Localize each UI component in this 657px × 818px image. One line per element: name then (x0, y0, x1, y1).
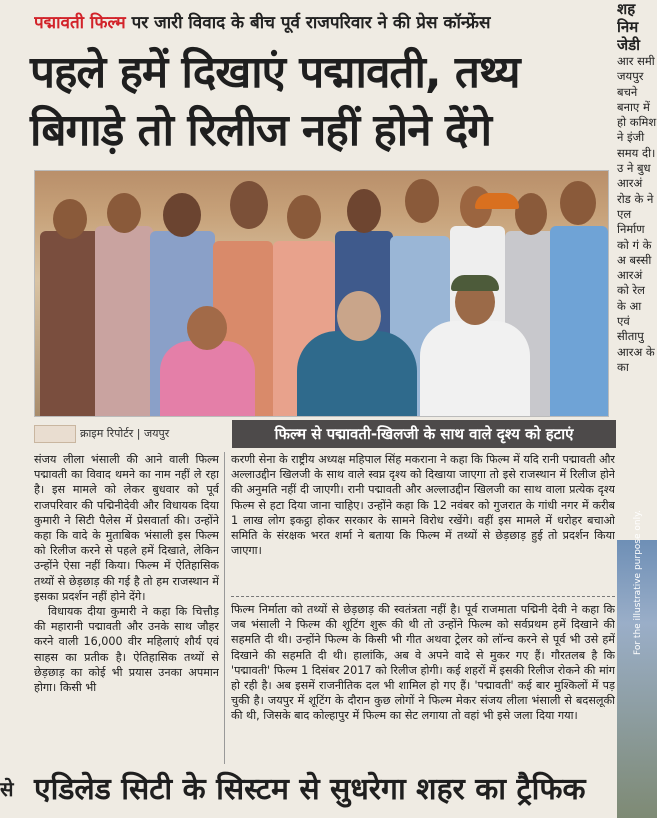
subheadline: फिल्म से पद्मावती-खिलजी के साथ वाले दृश्य को हटाएं (232, 420, 616, 448)
column-2-top (231, 452, 615, 592)
bottom-headline: एडिलेड सिटी के सिस्टम से सुधरेगा शहर का ट्रैफिक (34, 772, 586, 807)
byline-box (34, 422, 229, 446)
byline: क्राइम रिपोर्टर | जयपुर (80, 427, 170, 440)
column-2-bottom (231, 602, 615, 764)
column-divider (224, 452, 225, 764)
column-1-paragraph-2: विधायक दीया कुमारी ने कहा कि चित्तौड़ की महारानी पद्मावती और उनके साथ जौहर करने वाली 16,000 वीर महिलाएं शौर्य एवं साहस का प्रतीक है। ऐतिहासिक तथ्यों से छेड़छाड़ का कोई भी प्रयास उनका अपमान होगा। किसी भी (34, 605, 219, 695)
kicker (34, 8, 614, 38)
adjacent-headline-3: जेडी (617, 36, 641, 54)
column-1-paragraph-1: संजय लीला भंसाली की आने वाली फिल्म पद्मावती का विवाद थमने का नाम नहीं ले रहा है। इस मामले को लेकर बुधवार को पूर्व राजपरिवार की पद्मिनीदेवी और विधायक दिया कुमारी ने सिटी पैलेस में प्रेसवार्ता की। उन्होंने कहा कि वादे के मुताबिक भंसाली इस फिल्म को रिलीज करने से पहले हमें दिखाते, लेकिन उन्होंने ऐसा नहीं किया। फिल्म में ऐतिहासिक तथ्यों से छेड़छाड़ की गई है तो हम राजस्थान में इसका प्रदर्शन नहीं होने देंगे। (34, 453, 219, 603)
section-divider (231, 596, 615, 597)
kicker-text: पर जारी विवाद के बीच पूर्व राजपरिवार ने की प्रेस कॉन्फ्रेंस (125, 13, 491, 33)
column-1 (34, 452, 219, 764)
column-2-paragraph-2: फिल्म निर्माता को तथ्यों से छेड़छाड़ की स्वतंत्रता नहीं है। पूर्व राजमाता पद्मिनी देवी ने कहा कि जब भंसाली ने फिल्म की शूटिंग शुरू की थी तो उन्होंने फिल्म को सर्वप्रथम हमें दिखाने की सहमति दी थी। उन्होंने फिल्म के किसी भी गीत अथवा ट्रेलर को लॉन्च करने से पूर्व भी उसे हमें दिखाने की सहमति दी थी। हालांकि, अब वे अपने वादे से मुकर गए हैं। गौरतलब है कि 'पद्मावती' फिल्म 1 दिसंबर 2017 को रिलीज होगी। कई शहरों में इसकी रिलीज रोकने की मांग हो रही है। अब इसमें राजनीतिक दल भी शामिल हो गए हैं। 'पद्मावती' कई बार मुश्किलों में पड़ चुकी है। जयपुर में शूटिंग के दौरान कुछ लोगों ने फिल्म मेकर संजय लीला भंसाली से बदसलूकी की थी, जिसके बाद कोल्हापुर में फिल्म का सेट लगाया तो वहां भी इसे जला दिया गया। (231, 603, 615, 723)
headline-line-2: बिगाड़े तो रिलीज नहीं होने देंगे (30, 105, 492, 156)
illustrative-note: For the illustrative purpose only. (633, 510, 643, 655)
headline-line-1: पहले हमें दिखाएं पद्मावती, तथ्य (30, 47, 520, 98)
column-2-paragraph-1: करणी सेना के राष्ट्रीय अध्यक्ष महिपाल सिंह मकराना ने कहा कि फिल्म में यदि रानी पद्मावती और अल्लाउद्दीन खिलजी के साथ वाले स्वप्न दृश्य को दिखाया जाएगा तो इसे राजस्थान में रिलीज होने की अनुमति नहीं दी जाएगी। रानी पद्मावती और अल्लाउद्दीन खिलजी का साथ वाला प्रत्येक दृश्य फिल्म से हटा दिया जाना चाहिए। उन्होंने कहा कि 12 नवंबर को गुजरात के गांधी नगर में करीब 1 लाख लोग इकट्ठा होकर सरकार के सामने विरोध रखेंगे। वहीं इस मामले में धरोहर बचाओ समिति के संरक्षक भरत शर्मा ने बताया कि फिल्म में तथ्यों से छेड़छाड़ हुई तो प्रदर्शन किया जाएगा। (231, 453, 615, 558)
reporter-logo-icon (34, 425, 76, 443)
adjacent-article-strip (617, 0, 657, 540)
left-edge-fragment: से (0, 777, 14, 801)
press-conference-photo (34, 170, 609, 417)
kicker-highlight: पद्मावती फिल्म (34, 13, 126, 33)
adjacent-headline-2: निम (617, 18, 639, 36)
adjacent-article-text: आर समी जयपुर बचने बनाए में हो कमिश ने इंजी समय दी। उ ने बुध आरअं रोड के ने एल निर्माण को गं के अ बस्सी आरअं को रेल के आ एवं सीतापु आरअ के का (617, 54, 657, 374)
adjacent-headline-1: शह (617, 0, 636, 18)
main-headline (30, 44, 610, 160)
